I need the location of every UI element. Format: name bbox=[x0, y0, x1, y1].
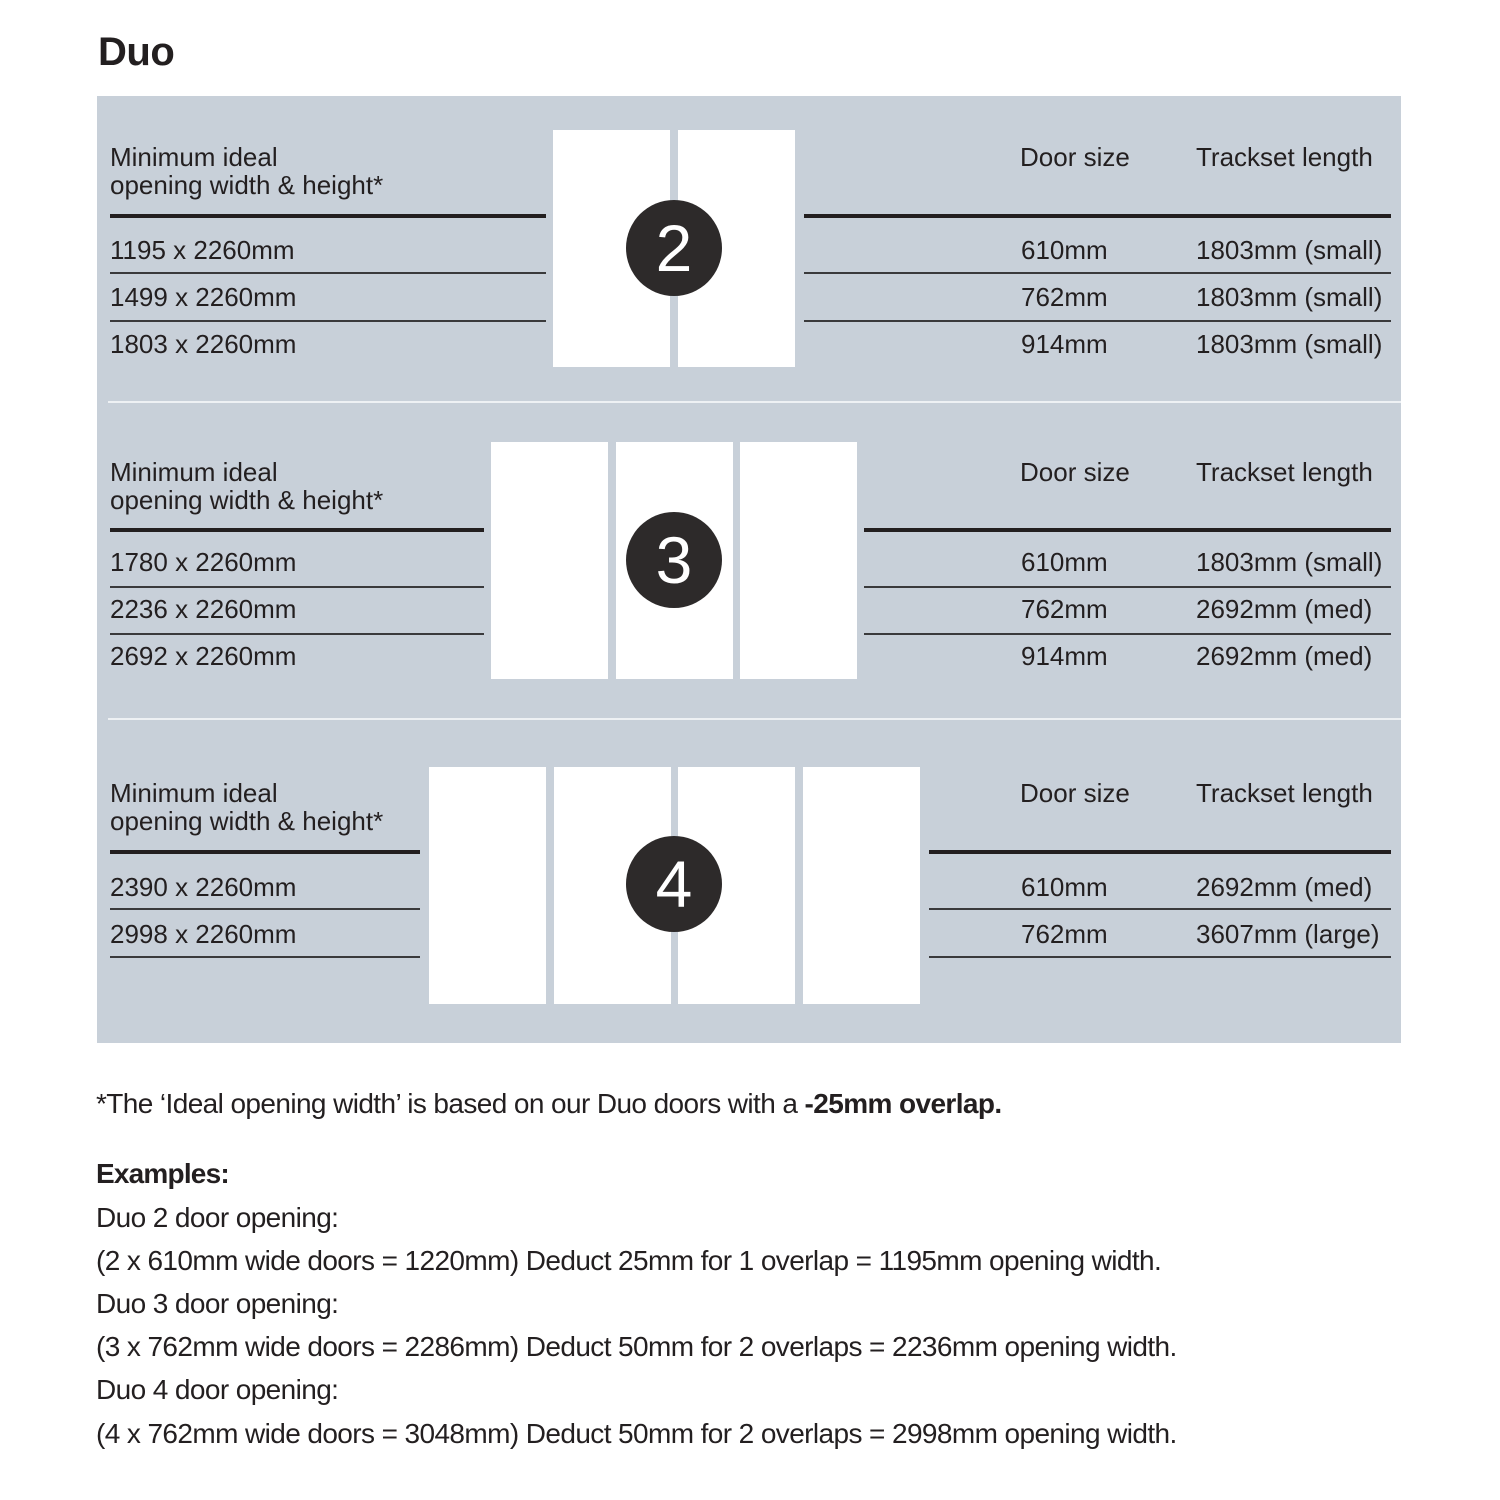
header-rule bbox=[110, 528, 484, 532]
door-size: 914mm bbox=[1021, 329, 1108, 359]
row-rule bbox=[864, 633, 1391, 635]
door-panel bbox=[740, 442, 857, 679]
trackset-length: 2692mm (med) bbox=[1196, 872, 1373, 902]
opening-size: 2390 x 2260mm bbox=[110, 872, 297, 902]
header-rule bbox=[110, 214, 546, 218]
trackset-length: 1803mm (small) bbox=[1196, 547, 1383, 577]
trackset-header: Trackset length bbox=[1196, 457, 1373, 487]
opening-size: 1499 x 2260mm bbox=[110, 282, 297, 312]
door-count-badge: 3 bbox=[626, 512, 722, 608]
row-rule bbox=[804, 272, 1391, 274]
door-panel bbox=[803, 767, 920, 1004]
row-rule bbox=[110, 272, 546, 274]
door-size-header: Door size bbox=[1020, 778, 1130, 808]
trackset-length: 1803mm (small) bbox=[1196, 282, 1383, 312]
header-rule bbox=[929, 850, 1391, 854]
trackset-length: 2692mm (med) bbox=[1196, 594, 1373, 624]
door-size: 914mm bbox=[1021, 641, 1108, 671]
header-rule bbox=[864, 528, 1391, 532]
footnote bbox=[96, 1088, 1002, 1120]
opening-header: Minimum ideal bbox=[110, 778, 278, 808]
row-rule bbox=[864, 586, 1391, 588]
trackset-length: 1803mm (small) bbox=[1196, 329, 1383, 359]
header-rule bbox=[110, 850, 420, 854]
door-size: 610mm bbox=[1021, 235, 1108, 265]
example-line: (2 x 610mm wide doors = 1220mm) Deduct 25mm for 1 overlap = 1195mm opening width. bbox=[96, 1245, 1162, 1276]
door-size: 610mm bbox=[1021, 547, 1108, 577]
trackset-length: 2692mm (med) bbox=[1196, 641, 1373, 671]
trackset-length: 1803mm (small) bbox=[1196, 235, 1383, 265]
door-panel bbox=[491, 442, 608, 679]
opening-size: 1803 x 2260mm bbox=[110, 329, 297, 359]
footnote-bold: -25mm overlap. bbox=[804, 1088, 1002, 1119]
trackset-header: Trackset length bbox=[1196, 142, 1373, 172]
door-size-header: Door size bbox=[1020, 457, 1130, 487]
example-line: Duo 3 door opening: bbox=[96, 1288, 339, 1319]
header-rule bbox=[804, 214, 1391, 218]
opening-header: Minimum ideal bbox=[110, 142, 278, 172]
door-panel bbox=[429, 767, 546, 1004]
opening-size: 2998 x 2260mm bbox=[110, 919, 297, 949]
door-size: 762mm bbox=[1021, 282, 1108, 312]
door-count-badge: 2 bbox=[626, 200, 722, 296]
opening-size: 1780 x 2260mm bbox=[110, 547, 297, 577]
door-size: 610mm bbox=[1021, 872, 1108, 902]
examples-heading: Examples: bbox=[96, 1158, 229, 1189]
row-rule bbox=[929, 956, 1391, 958]
opening-header: opening width & height* bbox=[110, 170, 384, 200]
opening-size: 1195 x 2260mm bbox=[110, 235, 295, 265]
row-rule bbox=[110, 956, 420, 958]
door-size-header: Door size bbox=[1020, 142, 1130, 172]
row-rule bbox=[804, 320, 1391, 322]
door-size: 762mm bbox=[1021, 594, 1108, 624]
page-title: Duo bbox=[98, 30, 175, 74]
row-rule bbox=[110, 320, 546, 322]
trackset-header: Trackset length bbox=[1196, 778, 1373, 808]
example-line: (4 x 762mm wide doors = 3048mm) Deduct 50mm for 2 overlaps = 2998mm opening width. bbox=[96, 1418, 1177, 1449]
door-count-badge: 4 bbox=[626, 836, 722, 932]
row-rule bbox=[929, 908, 1391, 910]
opening-size: 2692 x 2260mm bbox=[110, 641, 297, 671]
row-rule bbox=[110, 633, 484, 635]
example-line: (3 x 762mm wide doors = 2286mm) Deduct 50mm for 2 overlaps = 2236mm opening width. bbox=[96, 1331, 1177, 1362]
footnote-text: *The ‘Ideal opening width’ is based on our Duo doors with a bbox=[96, 1088, 805, 1119]
opening-header: opening width & height* bbox=[110, 485, 384, 515]
row-rule bbox=[110, 908, 420, 910]
trackset-length: 3607mm (large) bbox=[1196, 919, 1380, 949]
section-divider bbox=[108, 718, 1401, 720]
example-line: Duo 2 door opening: bbox=[96, 1202, 339, 1233]
row-rule bbox=[110, 586, 484, 588]
door-size: 762mm bbox=[1021, 919, 1108, 949]
opening-size: 2236 x 2260mm bbox=[110, 594, 297, 624]
section-divider bbox=[108, 401, 1401, 403]
opening-header: opening width & height* bbox=[110, 806, 384, 836]
opening-header: Minimum ideal bbox=[110, 457, 278, 487]
size-table-panel bbox=[97, 96, 1401, 1043]
example-line: Duo 4 door opening: bbox=[96, 1374, 339, 1405]
